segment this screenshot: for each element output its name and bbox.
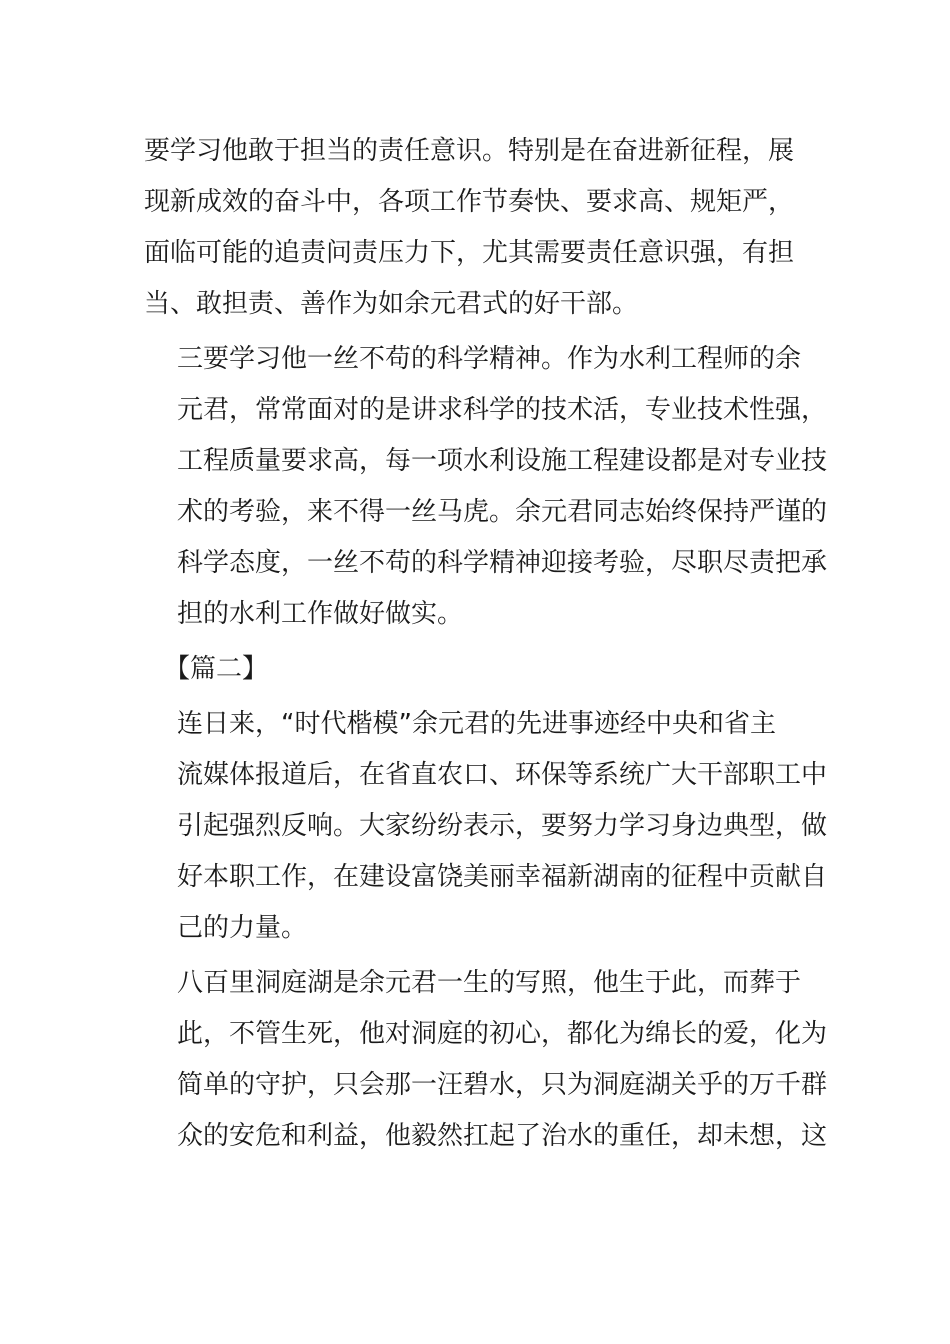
document-body	[144, 126, 828, 1166]
text-line: 担的水利工作做好做实。	[177, 599, 464, 629]
paragraph-responsibility	[144, 126, 804, 330]
text-line: 己的力量。	[177, 913, 308, 943]
text-line: 八百里洞庭湖是余元君一生的写照，他生于此，而葬于	[177, 968, 802, 998]
text-line: 流媒体报道后，在省直农口、环保等系统广大干部职工中	[177, 760, 828, 790]
text-line: 引起强烈反响。大家纷纷表示，要努力学习身边典型，做	[177, 811, 828, 841]
text-line: 元君，常常面对的是讲求科学的技术活，专业技术性强，	[177, 395, 828, 425]
section-heading: 【篇二】	[164, 654, 269, 684]
text-line: 科学态度，一丝不苟的科学精神迎接考验，尽职尽责把承	[177, 548, 828, 578]
paragraph-dongting-lake	[144, 958, 828, 1162]
text-line: 简单的守护，只会那一汪碧水，只为洞庭湖关乎的万千群	[177, 1070, 828, 1100]
text-line: 连日来，“时代楷模”余元君的先进事迹经中央和省主	[177, 709, 776, 739]
text-line: 此，不管生死，他对洞庭的初心，都化为绵长的爱，化为	[177, 1019, 828, 1049]
text-line: 术的考验，来不得一丝马虎。余元君同志始终保持严谨的	[177, 497, 828, 527]
paragraph-news-report	[144, 699, 828, 954]
paragraph-scientific-spirit	[144, 334, 828, 640]
text-line: 面临可能的追责问责压力下，尤其需要责任意识强，有担	[144, 238, 795, 268]
text-line: 工程质量要求高，每一项水利设施工程建设都是对专业技	[177, 446, 828, 476]
text-line: 三要学习他一丝不苟的科学精神。作为水利工程师的余	[177, 344, 802, 374]
text-line: 现新成效的奋斗中，各项工作节奏快、要求高、规矩严，	[144, 187, 795, 217]
text-line: 要学习他敢于担当的责任意识。特别是在奋进新征程，展	[144, 136, 795, 166]
text-line: 众的安危和利益，他毅然扛起了治水的重任，却未想，这	[177, 1121, 828, 1151]
text-line: 好本职工作，在建设富饶美丽幸福新湖南的征程中贡献自	[177, 862, 828, 892]
text-line: 当、敢担责、善作为如余元君式的好干部。	[144, 289, 639, 319]
